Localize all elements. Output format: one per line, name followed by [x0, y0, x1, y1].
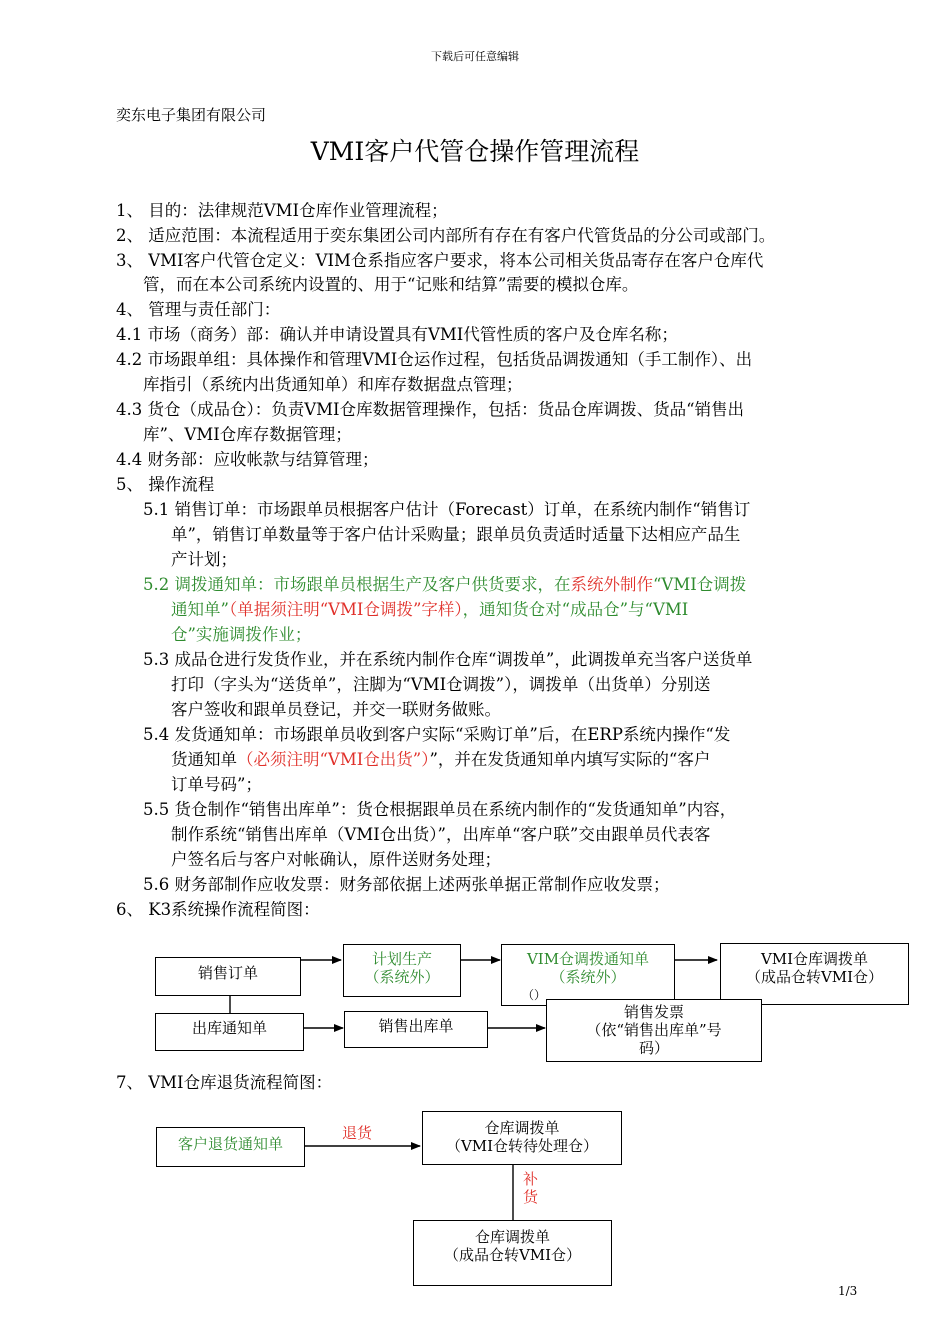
section-3-line-2: 管，而在本公司系统内设置的、用于“记账和结算”需要的模拟仓库。 [143, 275, 639, 294]
section-5: 5、 操作流程 [116, 475, 215, 494]
page-number: 1/3 [838, 1284, 858, 1298]
flow-text-invoice-2: （依“销售出库单”号 [586, 1021, 722, 1039]
flow-text-transfer2-1: 仓库调拨单 [474, 1228, 550, 1246]
flow-text-sales-outbound: 销售出库单 [378, 1017, 454, 1035]
flow-box-sales-invoice [546, 999, 762, 1062]
supply-label-2: 货 [523, 1188, 539, 1206]
return-arrow-label: 退货 [342, 1124, 373, 1142]
section-5-2-text-e: （单据须注明“VMI仓调拨”字样） [228, 600, 463, 619]
section-5-2-text-a: 5.2 调拨通知单：市场跟单员根据生产及客户供货要求，在 [143, 575, 571, 594]
section-7: 7、 VMI仓库退货流程简图： [116, 1073, 333, 1092]
section-5-5-line-2: 制作系统“销售出库单（VMI仓出货）”，出库单“客户联”交由跟单员代表客 [171, 825, 711, 844]
section-5-2-text-d: 通知单” [171, 600, 229, 619]
flow-text-return-notice: 客户退货通知单 [177, 1135, 283, 1153]
section-5-2-text-f: ，通知货仓对“成品仓”与“VMI [462, 600, 689, 619]
flow-text-vmi-transfer-1: VMI仓库调拨单 [760, 950, 869, 968]
flow-box-return-notice [156, 1127, 305, 1167]
flow-box-vim-transfer-notice [501, 944, 675, 1006]
flow-text-invoice-3: 码） [638, 1039, 669, 1057]
flow-text-vim-3: （） [522, 988, 547, 1002]
flow-text-delivery-notice: 出库通知单 [191, 1019, 267, 1037]
flow-text-plan-2: （系统外） [364, 968, 440, 986]
section-4-2-line-2: 库指引（系统内出货通知单）和库存数据盘点管理； [143, 375, 523, 394]
flow-text-vmi-transfer-2: （成品仓转VMI仓） [745, 968, 884, 986]
section-5-4-text-a: 货通知单 [171, 750, 237, 769]
flow-text-invoice-1: 销售发票 [623, 1003, 684, 1021]
company-name: 奕东电子集团有限公司 [116, 106, 267, 124]
flow-box-sales-order [155, 957, 301, 996]
section-4-3-line-2: 库”、VMI仓库存数据管理； [143, 425, 352, 444]
flow-text-vim-1: VIM仓调拨通知单 [526, 950, 650, 968]
section-3-line-1: 3、 VMI客户代管仓定义：VIM仓系指应客户要求，将本公司相关货品寄存在客户仓库代 [116, 251, 764, 270]
header-note: 下载后可任意编辑 [431, 50, 519, 63]
flow-text-sales-order: 销售订单 [197, 964, 258, 982]
section-4-3-line-1: 4.3 货仓（成品仓）：负责VMI仓库数据管理操作，包括：货品仓库调拨、货品“销售出 [116, 400, 744, 419]
section-5-1-line-3: 产计划； [171, 550, 237, 569]
flow-text-plan-1: 计划生产 [371, 950, 432, 968]
section-5-5-line-3: 户签名后与客户对帐确认，原件送财务处理； [171, 850, 501, 869]
section-4-1: 4.1 市场（商务）部：确认并申请设置具有VMI代管性质的客户及仓库名称； [116, 325, 678, 344]
flow-text-transfer2-2: （成品仓转VMI仓） [443, 1246, 582, 1264]
section-5-4-line-3: 订单号码”； [171, 775, 262, 794]
flow-box-plan-production [343, 944, 461, 997]
section-5-4-text-c: ”，并在发货通知单内填写实际的“客户 [429, 750, 711, 769]
flow-box-transfer-vmi-pending [422, 1111, 622, 1165]
section-5-2-text-b: 系统外制作 [570, 575, 653, 594]
section-5-5-line-1: 5.5 货仓制作“销售出库单”：货仓根据跟单员在系统内制作的“发货通知单”内容， [143, 800, 737, 819]
section-5-4-text-b: （必须注明“VMI仓出货”） [237, 750, 430, 769]
section-5-2-line-3: 仓”实施调拨作业； [171, 625, 312, 644]
section-4: 4、 管理与责任部门： [116, 300, 281, 319]
flow-box-sales-outbound [344, 1011, 488, 1048]
flow-text-transfer1-1: 仓库调拨单 [484, 1119, 560, 1137]
section-4-4: 4.4 财务部：应收帐款与结算管理； [116, 450, 379, 469]
section-5-1-line-2: 单”，销售订单数量等于客户估计采购量；跟单员负责适时适量下达相应产品生 [171, 525, 741, 544]
flow-box-vmi-transfer [720, 943, 909, 1005]
document-title: VMI客户代管仓操作管理流程 [310, 137, 640, 166]
supply-label-1: 补 [523, 1170, 539, 1188]
flow-text-transfer1-2: （VMI仓转待处理仓） [445, 1137, 599, 1155]
section-6: 6、 K3系统操作流程简图： [116, 900, 320, 919]
section-1: 1、 目的：法律规范VMI仓库作业管理流程； [116, 201, 448, 220]
section-5-4-line-1: 5.4 发货通知单：市场跟单员收到客户实际“采购订单”后，在ERP系统内操作“发 [143, 725, 731, 744]
section-2: 2、 适应范围：本流程适用于奕东集团公司内部所有存在有客户代管货品的分公司或部门。 [116, 226, 776, 245]
section-5-3-line-1: 5.3 成品仓进行发货作业，并在系统内制作仓库“调拨单”，此调拨单充当客户送货单 [143, 650, 753, 669]
section-5-3-line-2: 打印（字头为“送货单”，注脚为“VMI仓调拨”），调拨单（出货单）分别送 [171, 675, 711, 694]
flow-box-delivery-notice [155, 1013, 304, 1051]
flow-box-transfer-finished-vmi [413, 1220, 612, 1286]
section-5-6: 5.6 财务部制作应收发票：财务部依据上述两张单据正常制作应收发票； [143, 875, 670, 894]
section-5-1-line-1: 5.1 销售订单：市场跟单员根据客户估计（Forecast）订单，在系统内制作“销售订 [143, 500, 751, 519]
section-5-2-text-c: “VMI仓调拨 [653, 575, 747, 594]
flow-text-vim-2: （系统外） [550, 968, 626, 986]
section-4-2-line-1: 4.2 市场跟单组：具体操作和管理VMI仓运作过程，包括货品调拨通知（手工制作）、出 [116, 350, 753, 369]
section-5-3-line-3: 客户签收和跟单员登记，并交一联财务做账。 [171, 700, 501, 719]
